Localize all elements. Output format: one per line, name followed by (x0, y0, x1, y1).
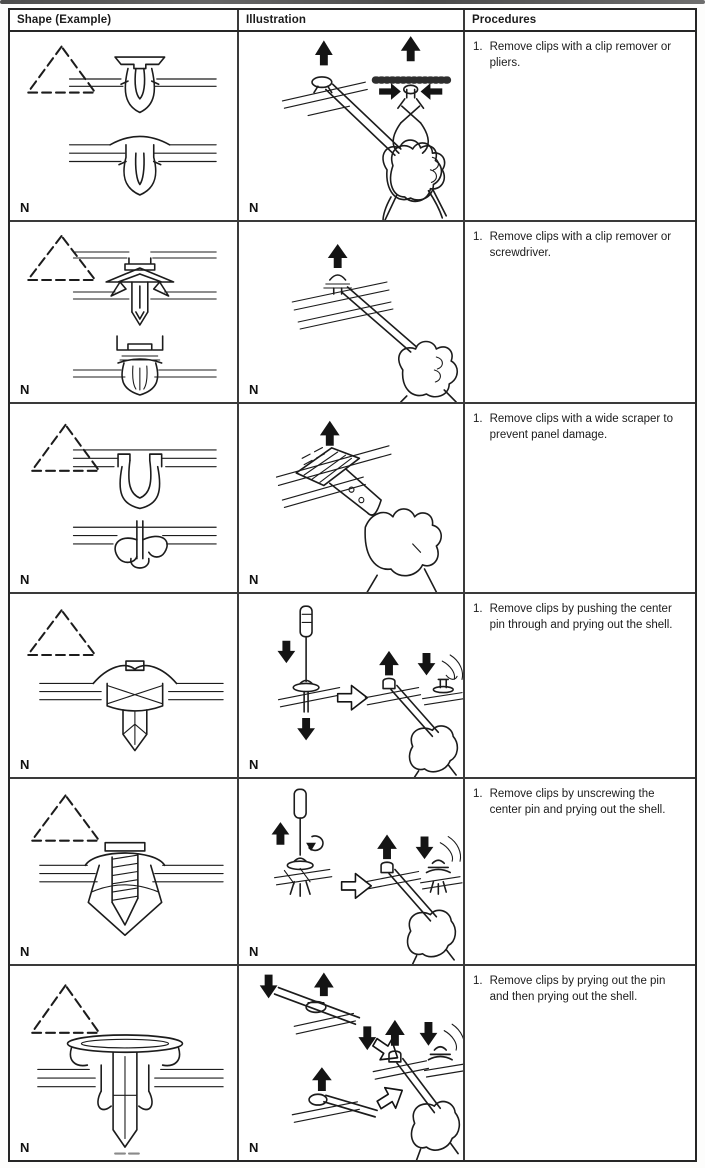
scan-artifact-line (0, 0, 705, 4)
removal-illustration-drawing (239, 222, 463, 402)
shape-cell (10, 779, 239, 964)
procedure-text: Remove clips by pushing the center pin through and prying out the shell. (489, 603, 673, 632)
procedure-number: 1. (473, 231, 483, 243)
table-row (10, 32, 695, 222)
shape-note-label: N (20, 1140, 30, 1155)
procedure-number: 1. (473, 788, 483, 800)
illustration-note-label: N (249, 382, 259, 397)
illustration-note-label: N (249, 944, 259, 959)
illustration-cell (239, 779, 465, 964)
procedure-number: 1. (473, 413, 483, 425)
procedure-number: 1. (473, 975, 483, 987)
illustration-note-label: N (249, 572, 259, 587)
shape-note-label: N (20, 757, 30, 772)
illustration-cell (239, 222, 465, 402)
clip-shape-drawing (10, 404, 237, 592)
procedure-number: 1. (473, 603, 483, 615)
table-row (10, 966, 695, 1160)
removal-illustration-drawing (239, 404, 463, 592)
procedures-cell (465, 32, 695, 220)
clip-shape-drawing (10, 222, 237, 402)
illustration-cell (239, 966, 465, 1160)
clip-shape-drawing (10, 32, 237, 220)
procedure-number: 1. (473, 41, 483, 53)
removal-illustration-drawing (239, 594, 463, 777)
procedures-cell (465, 779, 695, 964)
procedure-text: Remove clips by prying out the pin and then prying out the shell. (489, 975, 666, 1004)
table-row (10, 404, 695, 594)
procedures-cell (465, 966, 695, 1160)
procedure-text: Remove clips with a clip remover or screwdriver. (489, 231, 672, 260)
header-shape: Shape (Example) (10, 10, 239, 30)
illustration-note-label: N (249, 757, 259, 772)
shape-note-label: N (20, 200, 30, 215)
header-procedures: Procedures (472, 14, 537, 26)
procedures-cell (465, 594, 695, 777)
shape-cell (10, 32, 239, 220)
clip-shape-drawing (10, 594, 237, 777)
shape-cell (10, 594, 239, 777)
clip-shape-drawing (10, 779, 237, 964)
removal-illustration-drawing (239, 779, 463, 964)
table-row (10, 594, 695, 779)
table-row (10, 222, 695, 404)
illustration-note-label: N (249, 1140, 259, 1155)
procedures-cell (465, 404, 695, 592)
removal-illustration-drawing (239, 32, 463, 220)
shape-note-label: N (20, 382, 30, 397)
illustration-cell (239, 594, 465, 777)
removal-illustration-drawing (239, 966, 463, 1160)
illustration-cell (239, 404, 465, 592)
clip-shape-drawing (10, 966, 237, 1160)
header-illustration: Illustration (239, 10, 465, 30)
shape-cell (10, 966, 239, 1160)
procedure-text: Remove clips with a clip remover or pliers. (489, 41, 672, 70)
illustration-note-label: N (249, 200, 259, 215)
procedures-cell (465, 222, 695, 402)
shape-note-label: N (20, 572, 30, 587)
shape-cell (10, 404, 239, 592)
procedure-text: Remove clips with a wide scraper to prevent panel damage. (489, 413, 674, 442)
shape-cell (10, 222, 239, 402)
table-row (10, 779, 695, 966)
table-header-row (10, 10, 695, 32)
illustration-cell (239, 32, 465, 220)
procedure-text: Remove clips by unscrewing the center pin and prying out the shell. (489, 788, 666, 817)
clip-removal-table (8, 8, 697, 1162)
shape-note-label: N (20, 944, 30, 959)
